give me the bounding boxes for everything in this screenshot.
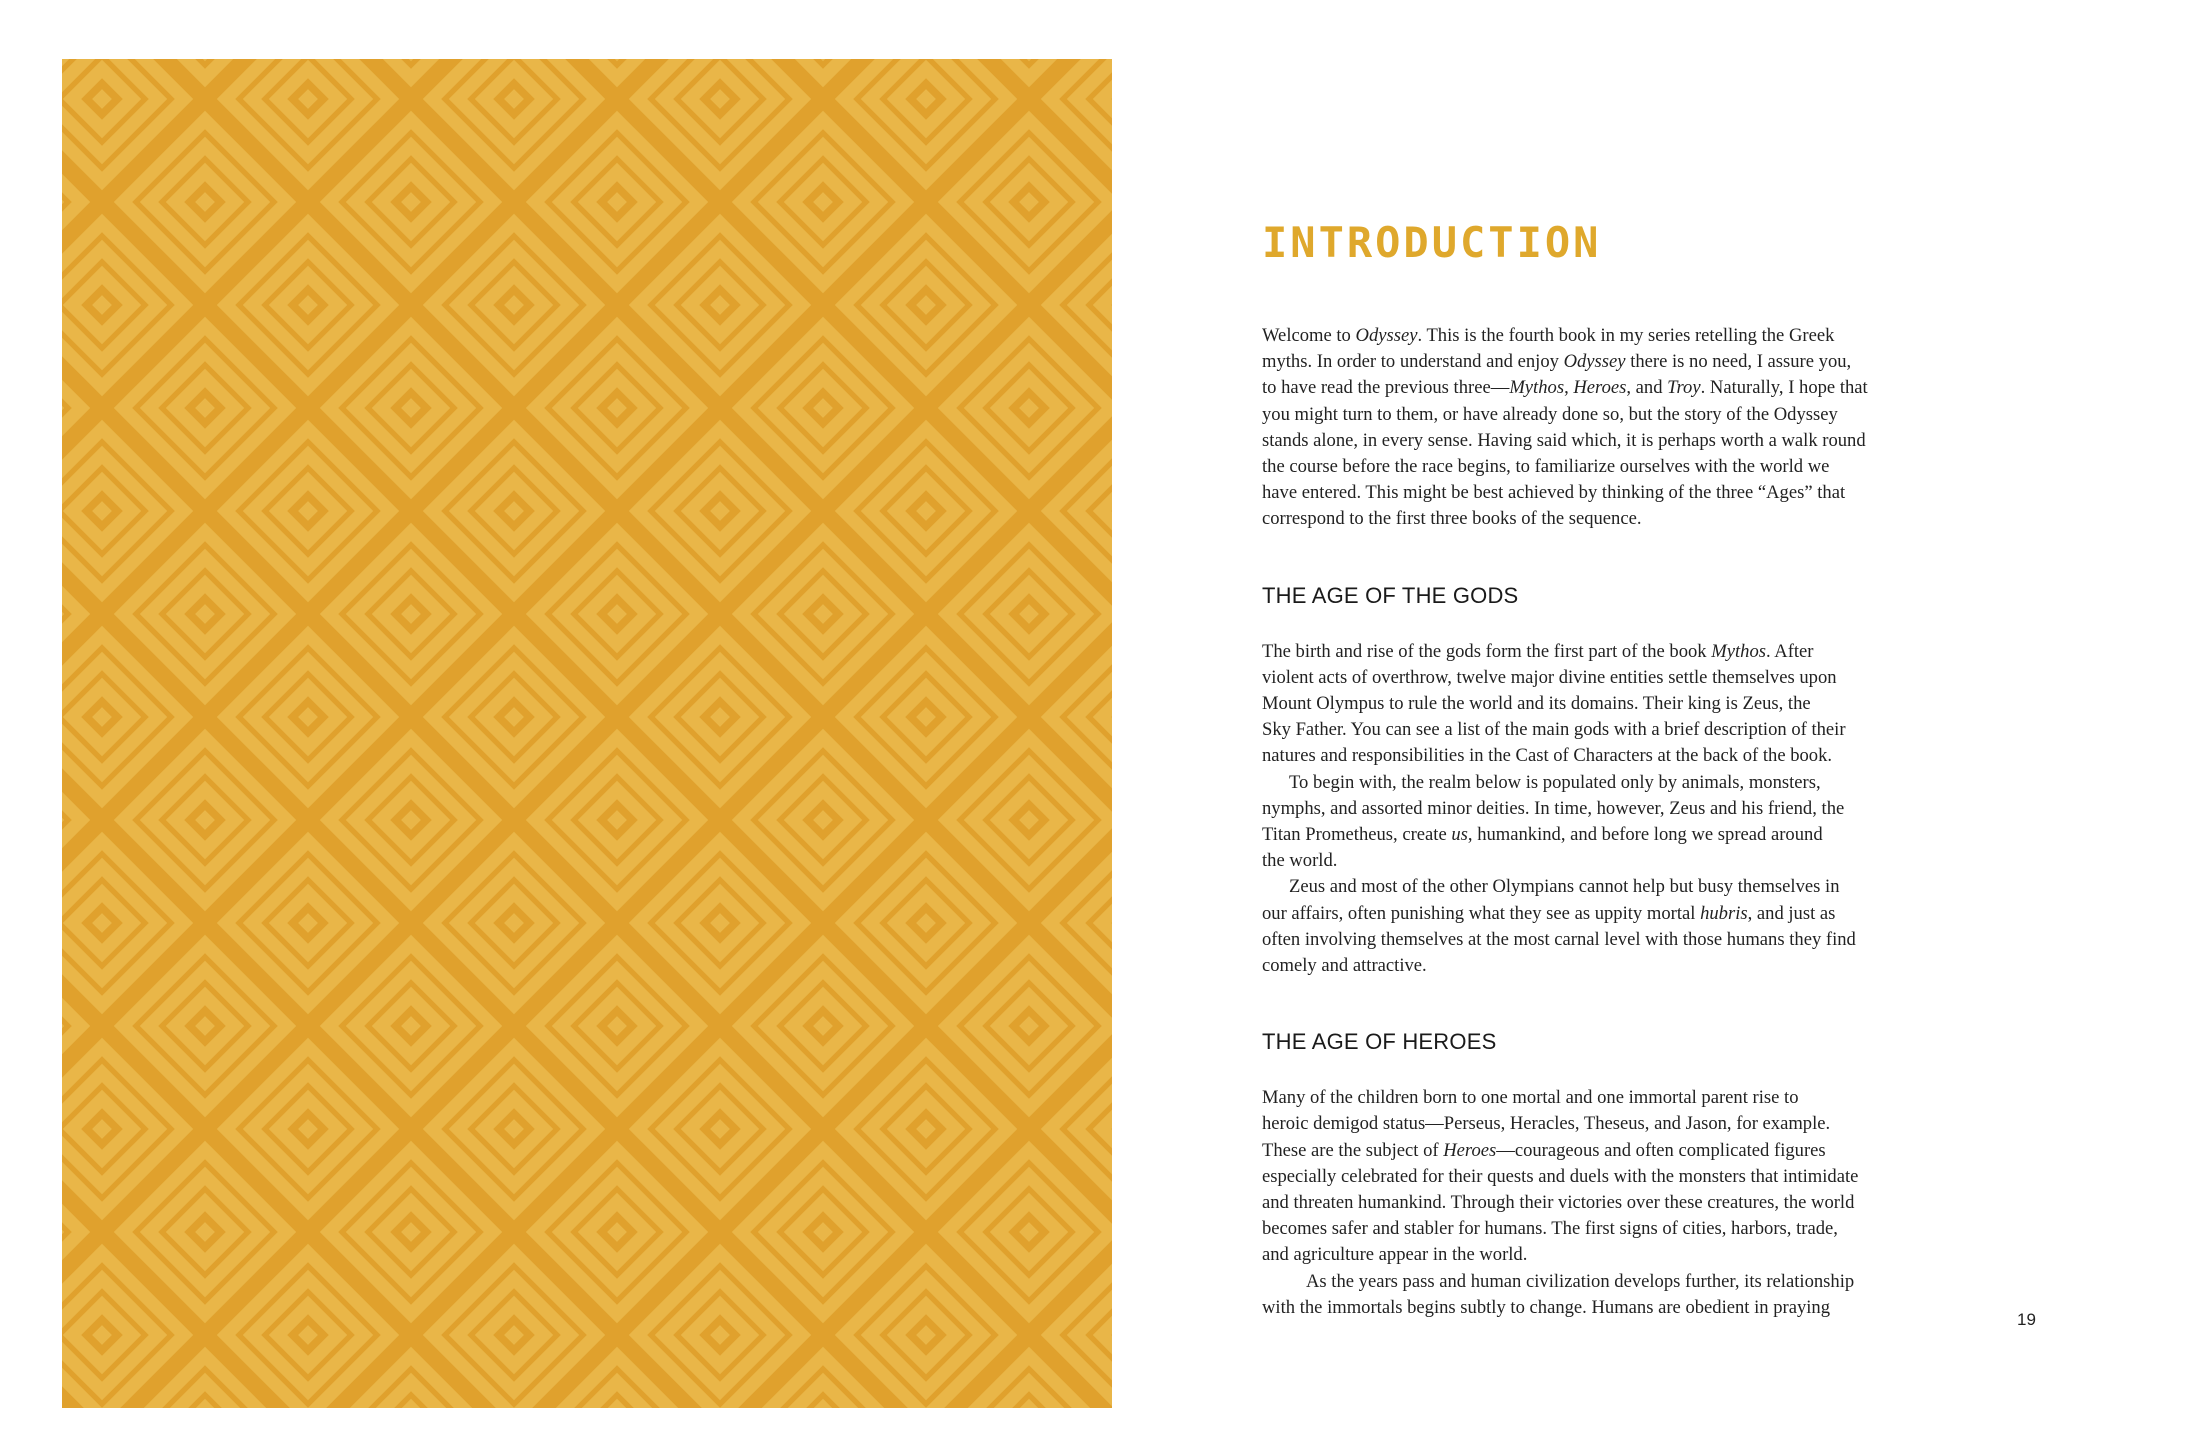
text-segment: . Naturally, I hope that [1700, 377, 1868, 399]
text-line [1262, 1138, 1912, 1164]
text-segment: , and just as [1747, 902, 1836, 924]
text-segment: These are the subject of [1262, 1139, 1444, 1161]
text-segment: Titan Prometheus, create [1262, 824, 1452, 846]
italic-text: Troy [1667, 377, 1701, 399]
text-segment: nymphs, and assorted minor deities. In time, however, Zeus and his friend, the [1262, 797, 1845, 819]
text-segment: and agriculture appear in the world. [1262, 1244, 1528, 1266]
text-line [1262, 323, 1912, 349]
text-line [1262, 1216, 1912, 1242]
text-line [1262, 454, 1912, 480]
section-heading-gods: THE AGE OF THE GODS [1262, 582, 1519, 608]
text-line [1262, 848, 1912, 874]
text-segment: becomes safer and stabler for humans. The first signs of cities, harbors, trade, [1262, 1218, 1838, 1240]
text-segment: violent acts of overthrow, twelve major divine entities settle themselves upon [1262, 666, 1837, 688]
italic-text: Odyssey [1563, 351, 1626, 373]
text-segment: The birth and rise of the gods form the first part of the book [1262, 640, 1712, 662]
text-segment: Mount Olympus to rule the world and its domains. Their king is Zeus, the [1262, 693, 1811, 715]
decorative-pattern-panel [62, 59, 1112, 1408]
heroes-paragraph [1262, 1085, 1912, 1321]
text-line [1262, 1085, 1912, 1111]
text-segment: you might turn to them, or have already done so, but the story of the Odyssey [1262, 403, 1838, 425]
text-line [1262, 375, 1912, 401]
text-line [1262, 402, 1912, 428]
text-segment: especially celebrated for their quests and duels with the monsters that intimidate [1262, 1165, 1859, 1187]
text-line [1262, 506, 1912, 532]
text-line [1262, 743, 1912, 769]
text-segment: and threaten humankind. Through their victories over these creatures, the world [1262, 1192, 1855, 1214]
text-line [1262, 691, 1912, 717]
text-segment: . After [1766, 640, 1814, 662]
text-segment: —courageous and often complicated figures [1496, 1139, 1826, 1161]
text-segment: myths. In order to understand and enjoy [1262, 351, 1564, 373]
text-segment: comely and attractive. [1262, 955, 1427, 977]
text-line [1262, 953, 1912, 979]
text-page [1262, 215, 1912, 1321]
diamond-pattern-graphic [62, 59, 1112, 1408]
text-line [1262, 717, 1912, 743]
section-heading-heroes: THE AGE OF HEROES [1262, 1029, 1497, 1055]
text-segment: the course before the race begins, to familiarize ourselves with the world we [1262, 456, 1830, 478]
text-segment: , and [1626, 377, 1668, 399]
italic-text: hubris [1700, 902, 1748, 924]
text-line [1262, 770, 1912, 796]
text-segment: Welcome to [1262, 325, 1356, 346]
text-line [1262, 822, 1912, 848]
text-segment: Zeus and most of the other Olympians cannot help but busy themselves in [1289, 876, 1840, 898]
text-line [1262, 480, 1912, 506]
text-segment: Sky Father. You can see a list of the main gods with a brief description of their [1262, 719, 1846, 741]
text-segment: with the immortals begins subtly to change. Humans are obedient in praying [1262, 1296, 1831, 1318]
text-segment: correspond to the first three books of the sequence. [1262, 508, 1642, 530]
text-line [1262, 927, 1912, 953]
text-line [1262, 349, 1912, 375]
italic-text: Mythos [1711, 640, 1766, 662]
text-line [1262, 1111, 1912, 1137]
italic-text: Heroes [1443, 1139, 1497, 1161]
text-segment: stands alone, in every sense. Having said which, it is perhaps worth a walk round [1262, 429, 1866, 451]
text-segment: there is no need, I assure you, [1625, 351, 1852, 373]
italic-text: Odyssey [1355, 325, 1418, 346]
page-title: INTRODUCTION [1262, 218, 1602, 267]
text-line [1262, 1269, 1912, 1295]
page-number: 19 [2017, 1310, 2036, 1329]
text-line [1262, 874, 1912, 900]
text-line [1262, 639, 1912, 665]
italic-text: Heroes [1573, 377, 1627, 399]
text-segment: , humankind, and before long we spread around [1467, 824, 1823, 846]
text-segment: natures and responsibilities in the Cast of Characters at the back of the book. [1262, 745, 1833, 767]
italic-text: us [1451, 824, 1468, 846]
text-line [1262, 1164, 1912, 1190]
text-line [1262, 665, 1912, 691]
text-segment: our affairs, often punishing what they see as uppity mortal [1262, 902, 1701, 924]
text-line [1262, 1242, 1912, 1268]
text-line [1262, 1295, 1912, 1321]
text-segment: , [1564, 377, 1574, 399]
text-line [1262, 796, 1912, 822]
text-segment: . This is the fourth book in my series retelling the Greek [1417, 325, 1835, 346]
text-segment: to have read the previous three— [1262, 377, 1510, 399]
text-segment: often involving themselves at the most carnal level with those humans they find [1262, 928, 1856, 950]
text-segment: have entered. This might be best achieved by thinking of the three “Ages” that [1262, 482, 1846, 504]
intro-paragraph [1262, 323, 1912, 533]
text-segment: heroic demigod status—Perseus, Heracles, Theseus, and Jason, for example. [1262, 1113, 1831, 1135]
text-segment: As the years pass and human civilization develops further, its relationship [1306, 1270, 1855, 1292]
italic-text: Mythos [1509, 377, 1565, 399]
text-segment: Many of the children born to one mortal and one immortal parent rise to [1262, 1087, 1799, 1109]
text-line [1262, 428, 1912, 454]
gods-paragraph [1262, 639, 1912, 980]
text-line [1262, 1190, 1912, 1216]
text-line [1262, 901, 1912, 927]
text-segment: To begin with, the realm below is populated only by animals, monsters, [1289, 771, 1821, 793]
text-segment: the world. [1262, 850, 1338, 872]
